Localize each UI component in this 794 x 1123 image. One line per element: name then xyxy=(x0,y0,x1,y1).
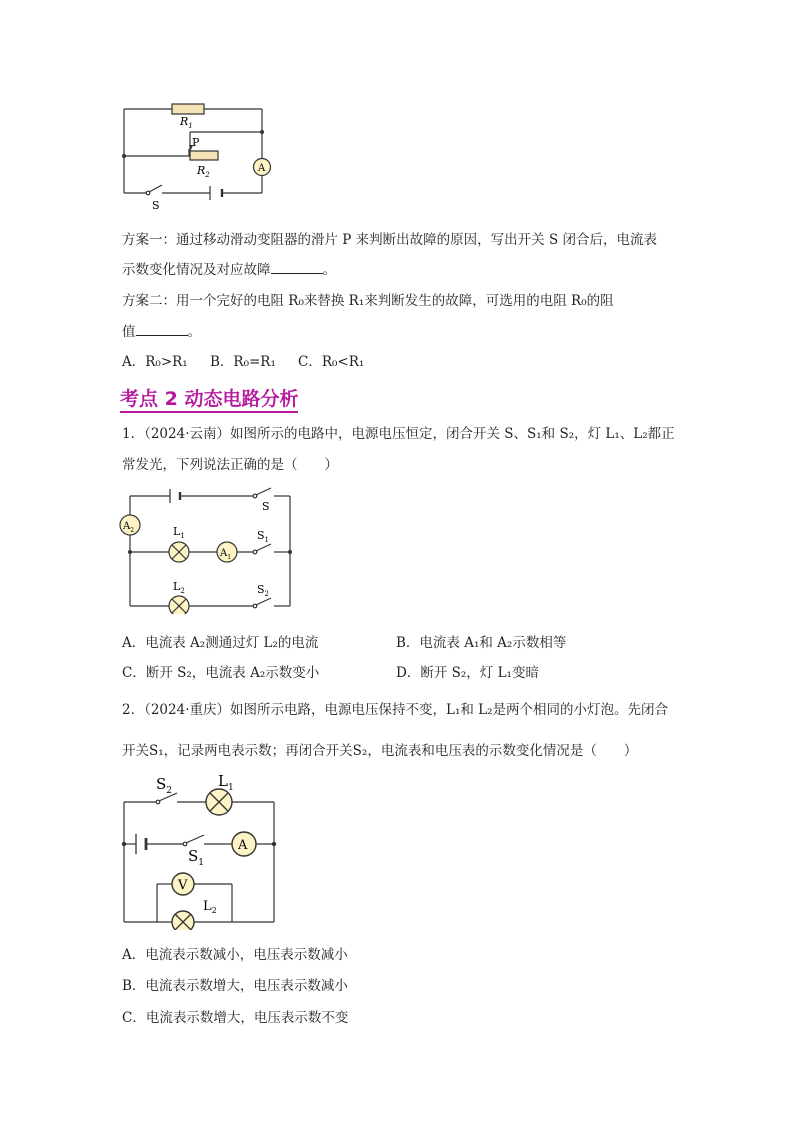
scheme-1-line-1: 方案一：通过移动滑动变阻器的滑片 P 来判断出故障的原因，写出开关 S 闭合后，电流表 xyxy=(122,232,657,248)
r1-label: $R_1$ xyxy=(180,115,193,130)
lamp-l1-label: $L_1$ xyxy=(173,525,185,540)
question-2-option-c[interactable]: C．电流表示数增大，电压表示数不变 xyxy=(122,1010,349,1026)
question-1-option-d[interactable]: D．断开 S₂，灯 L₁变暗 xyxy=(396,665,539,681)
scheme-option-b[interactable]: B．R₀=R₁ xyxy=(210,354,276,370)
resistor-r2 xyxy=(190,151,218,160)
scheme-2-line-2: 值 。 xyxy=(122,324,201,340)
battery-icon xyxy=(170,489,180,503)
battery-icon xyxy=(210,186,222,200)
ammeter-label: A xyxy=(258,163,266,174)
battery-icon xyxy=(136,834,146,854)
switch-s xyxy=(146,185,162,195)
ammeter-label: A xyxy=(238,838,248,853)
question-2-line-1: 2．（2024·重庆）如图所示电路，电源电压保持不变，L₁和 L₂是两个相同的小灯泡。先闭合 xyxy=(122,702,669,718)
question-1-line-1: 1．（2024·云南）如图所示的电路中，电源电压恒定，闭合开关 S、S₁和 S₂，灯 L₁、L₂都正 xyxy=(122,426,675,442)
switch-s1 xyxy=(183,835,204,846)
lamp-l1-label: $L_1$ xyxy=(218,772,234,793)
slider-p-label: P xyxy=(192,136,200,149)
circuit-diagram-3 xyxy=(112,770,288,930)
question-1-line-2: 常发光，下列说法正确的是（ ） xyxy=(122,457,338,473)
scheme-option-a[interactable]: A．R₀>R₁ xyxy=(122,354,188,370)
ammeter-a1-label: $A_1$ xyxy=(220,548,232,561)
question-1-option-b[interactable]: B．电流表 A₁和 A₂示数相等 xyxy=(396,635,567,651)
lamp-l1-icon xyxy=(169,542,189,562)
question-1-option-a[interactable]: A．电流表 A₂测通过灯 L₂的电流 xyxy=(122,635,319,651)
r2-label: $R_2$ xyxy=(197,164,210,179)
lamp-l2-label: $L_2$ xyxy=(173,580,185,595)
lamp-l2-label: $L_2$ xyxy=(203,899,217,915)
section-heading: 考点 2 动态电路分析 xyxy=(120,384,298,411)
question-2-option-b[interactable]: B．电流表示数增大，电压表示数减小 xyxy=(122,978,348,994)
circuit-diagram-1 xyxy=(110,95,280,220)
switch-s1-label: $S_1$ xyxy=(257,529,270,544)
switch-s2-label: $S_2$ xyxy=(156,775,173,796)
lamp-l2-icon xyxy=(172,911,194,930)
switch-s xyxy=(253,488,271,498)
scheme-option-c[interactable]: C．R₀<R₁ xyxy=(298,354,365,370)
circuit-diagram-2 xyxy=(114,484,300,614)
switch-s1 xyxy=(253,544,271,554)
switch-s2 xyxy=(253,598,271,608)
voltmeter-label: V xyxy=(178,878,188,893)
switch-s-label: S xyxy=(152,199,160,212)
resistor-r1 xyxy=(172,104,204,114)
scheme-1-line-2: 示数变化情况及对应故障 。 xyxy=(122,262,336,278)
ammeter-a2-label: $A_2$ xyxy=(123,521,135,534)
scheme-2-line-1: 方案二：用一个完好的电阻 R₀来替换 R₁来判断发生的故障，可选用的电阻 R₀的阻 xyxy=(122,293,614,309)
question-2-option-a[interactable]: A．电流表示数减小，电压表示数减小 xyxy=(122,947,348,963)
answer-blank-1[interactable] xyxy=(271,261,323,274)
answer-blank-2[interactable] xyxy=(136,323,188,336)
question-2-line-2: 开关S₁，记录两电表示数；再闭合开关S₂，电流表和电压表的示数变化情况是（ ） xyxy=(122,743,638,759)
switch-s2-label: $S_2$ xyxy=(257,583,270,598)
question-1-option-c[interactable]: C．断开 S₂，电流表 A₂示数变小 xyxy=(122,665,320,681)
lamp-l2-icon xyxy=(169,596,189,614)
switch-s1-label: $S_1$ xyxy=(188,847,205,868)
switch-s-label: S xyxy=(262,500,270,513)
